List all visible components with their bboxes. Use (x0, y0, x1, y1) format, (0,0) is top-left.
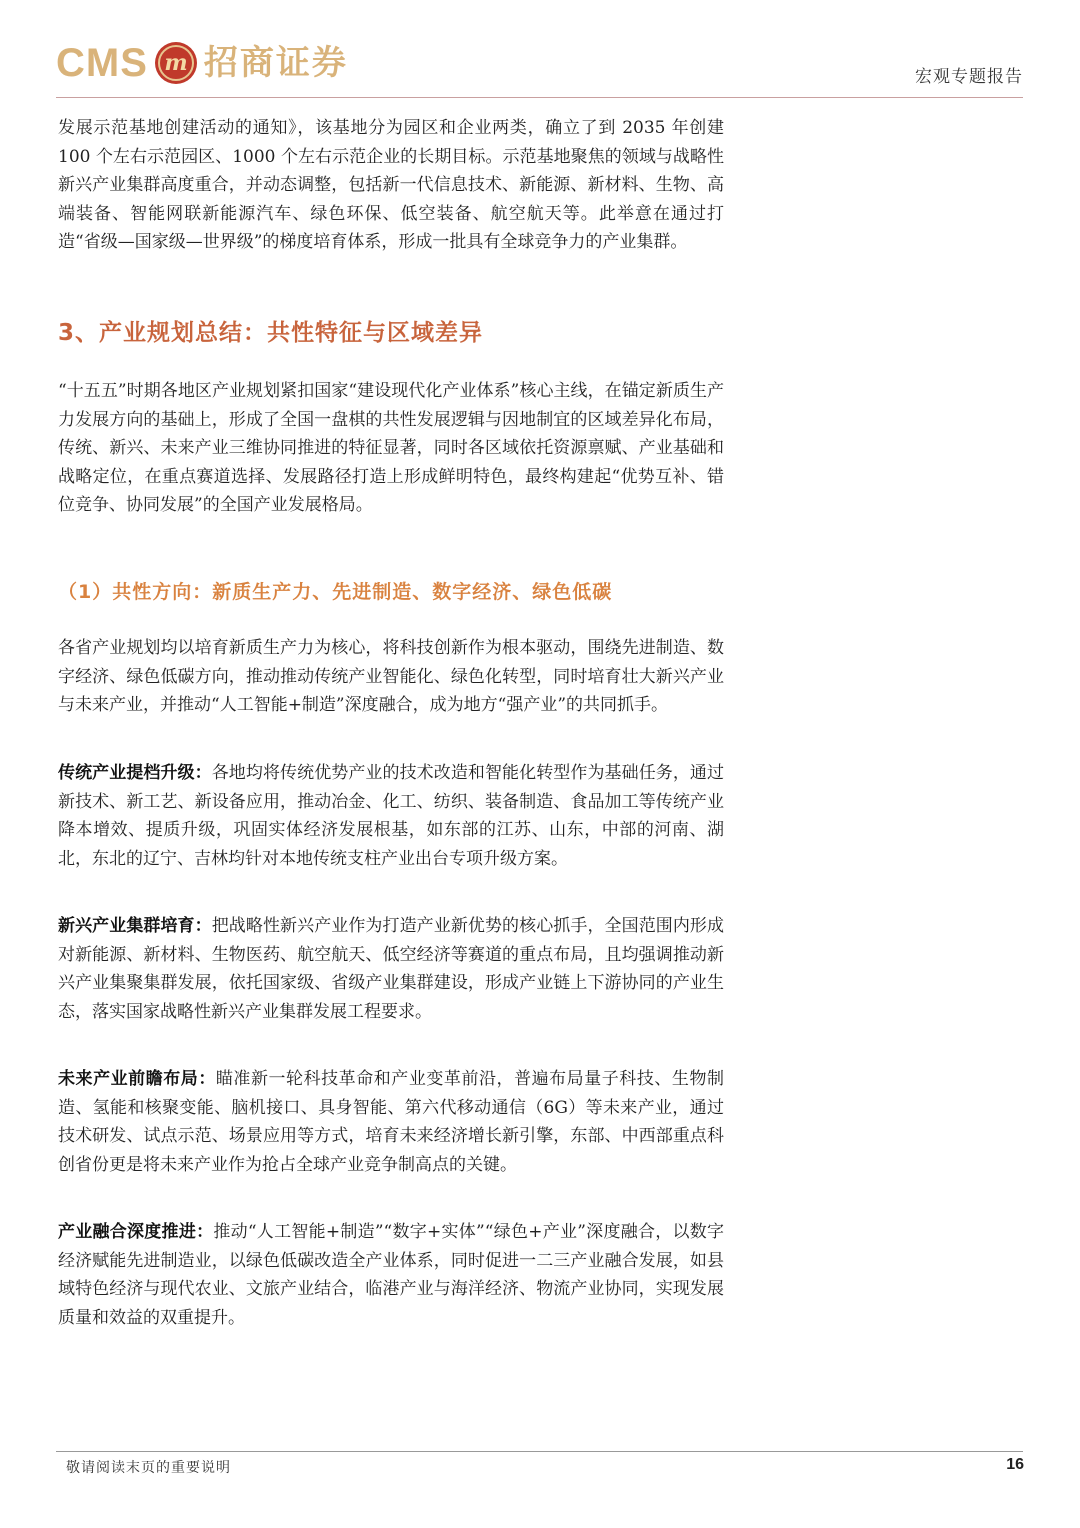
list-item (58, 912, 724, 1026)
list-item-text: 把战略性新兴产业作为打造产业新优势的核心抓手，全国范围内形成对新能源、新材料、生物医药、航空航天、低空经济等赛道的重点布局，且均强调推动新兴产业集聚集群发展，依托国家级、省级产业集群建设，形成产业链上下游协同的产业生态，落实国家战略性新兴产业集群发展工程要求。 (58, 916, 725, 1022)
logo-emblem-icon (154, 41, 198, 85)
subsection-heading: （1）共性方向：新质生产力、先进制造、数字经济、绿色低碳 (58, 581, 613, 603)
list-item-lead: 新兴产业集群培育： (58, 916, 212, 936)
logo-cms-text: CMS (56, 41, 148, 85)
list-item-lead: 传统产业提档升级： (58, 763, 212, 783)
list-item (58, 1218, 724, 1332)
header-divider (56, 97, 1023, 98)
list-item-text: 各地均将传统优势产业的技术改造和智能化转型作为基础任务，通过新技术、新工艺、新设备应用，推动冶金、化工、纺织、装备制造、食品加工等传统产业降本增效、提质升级，巩固实体经济发展根基，如东部的江苏、山东，中部的河南、湖北，东北的辽宁、吉林均针对本地传统支柱产业出台专项升级方案。 (58, 763, 725, 869)
section-paragraph: “十五五”时期各地区产业规划紧扣国家“建设现代化产业体系”核心主线，在锚定新质生产力发展方向的基础上，形成了全国一盘棋的共性发展逻辑与因地制宜的区域差异化布局，传统、新兴、未来产业三维协同推进的特征显著，同时各区域依托资源禀赋、产业基础和战略定位，在重点赛道选择、发展路径打造上形成鲜明特色，最终构建起“优势互补、错位竞争、协同发展”的全国产业发展格局。 (58, 381, 724, 516)
logo-emblem-glyph: m (164, 50, 188, 76)
footer-note: 敬请阅读末页的重要说明 (66, 1460, 231, 1476)
page-header (56, 38, 1023, 98)
list-item-text: 瞄准新一轮科技革命和产业变革前沿，普遍布局量子科技、生物制造、氢能和核聚变能、脑机接口、具身智能、第六代移动通信（6G）等未来产业，通过技术研发、试点示范、场景应用等方式，培育未来经济增长新引擎，东部、中西部重点科创省份更是将未来产业作为抢占全球产业竞争制高点的关键。 (58, 1069, 725, 1175)
cms-logo (56, 38, 348, 88)
section-heading: 3、产业规划总结：共性特征与区域差异 (58, 320, 484, 346)
report-type-label: 宏观专题报告 (915, 67, 1023, 87)
logo-cn-text: 招商证券 (203, 43, 348, 83)
footer-divider (56, 1451, 1023, 1452)
intro-paragraph: 发展示范基地创建活动的通知》，该基地分为园区和企业两类，确立了到 2035 年创建 100 个左右示范园区、1000 个左右示范企业的长期目标。示范基地聚焦的领域与战略性新兴产业集群高度重合，并动态调整，包括新一代信息技术、新能源、新材料、生物、高端装备、智能网联新能源汽车、绿色环保、低空装备、航空航天等。此举意在通过打造“省级—国家级—世界级”的梯度培育体系，形成一批具有全球竞争力的产业集群。 (58, 118, 724, 253)
list-item (58, 1065, 724, 1179)
list-item-lead: 未来产业前瞻布局： (58, 1069, 216, 1089)
subsection-paragraph: 各省产业规划均以培育新质生产力为核心，将科技创新作为根本驱动，围绕先进制造、数字经济、绿色低碳方向，推动推动传统产业智能化、绿色化转型，同时培育壮大新兴产业与未来产业，并推动“人工智能+制造”深度融合，成为地方“强产业”的共同抓手。 (58, 638, 724, 716)
list-item (58, 759, 724, 873)
page-number: 16 (1006, 1456, 1024, 1473)
list-item-lead: 产业融合深度推进： (58, 1222, 214, 1242)
list-item-text: 推动“人工智能+制造”“数字+实体”“绿色+产业”深度融合，以数字经济赋能先进制造业，以绿色低碳改造全产业体系，同时促进一二三产业融合发展，如县域特色经济与现代农业、文旅产业结合，临港产业与海洋经济、物流产业协同，实现发展质量和效益的双重提升。 (58, 1222, 724, 1328)
